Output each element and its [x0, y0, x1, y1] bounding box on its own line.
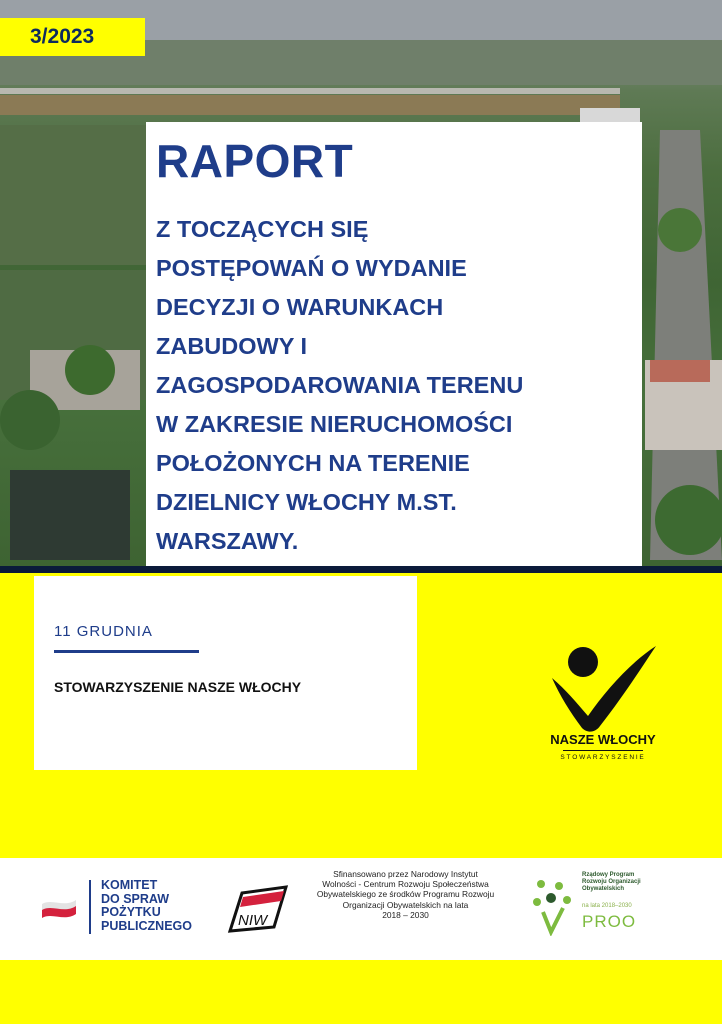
report-subtitle: Z TOCZĄCYCH SIĘ POSTĘPOWAŃ O WYDANIE DECYZJI O WARUNKACH ZABUDOWY I ZAGOSPODAROWANIA TERENU W ZAKRESIE NIERUCHOMOŚCI POŁOŻONYCH NA TERENIE DZIELNICY WŁOCHY M.ST. WARSZAWY.: [156, 216, 524, 554]
funding-note: Sfinansowano przez Narodowy Instytut Wolności - Centrum Rozwoju Społeczeństwa Obywatelskiego ze środków Programu Rozwoju Organizacji Obywatelskich na lata 2018 – 2030: [316, 869, 495, 920]
issue-number: 3/2023: [30, 25, 95, 48]
proo-name: PROO: [582, 912, 637, 931]
organization-name: STOWARZYSZENIE NASZE WŁOCHY: [54, 679, 302, 695]
info-box: [34, 576, 417, 770]
polish-flag-icon: [42, 896, 78, 920]
report-date: 11 GRUDNIA: [54, 623, 153, 640]
date-underline: [54, 650, 199, 653]
logo-subtitle: STOWARZYSZENIE: [560, 754, 646, 761]
committee-logo-text: KOMITET DO SPRAW POŻYTKU PUBLICZNEGO: [101, 878, 192, 933]
section-divider: [0, 566, 722, 573]
niw-logo-icon: [226, 885, 288, 935]
proo-program-text: Rządowy Program Rozwoju Organizacji Obywatelskich: [582, 872, 641, 892]
logo-rule: [563, 750, 643, 751]
sponsor-footer: [0, 858, 722, 960]
issue-badge: [0, 18, 145, 56]
report-title: RAPORT: [156, 135, 354, 187]
proo-years: na lata 2018–2030: [582, 903, 632, 909]
committee-bar: [89, 880, 91, 934]
title-box: [146, 122, 642, 566]
logo-name: NASZE WŁOCHY: [550, 732, 656, 747]
niw-label: NIW: [238, 912, 268, 929]
proo-logo-icon: [533, 878, 573, 936]
